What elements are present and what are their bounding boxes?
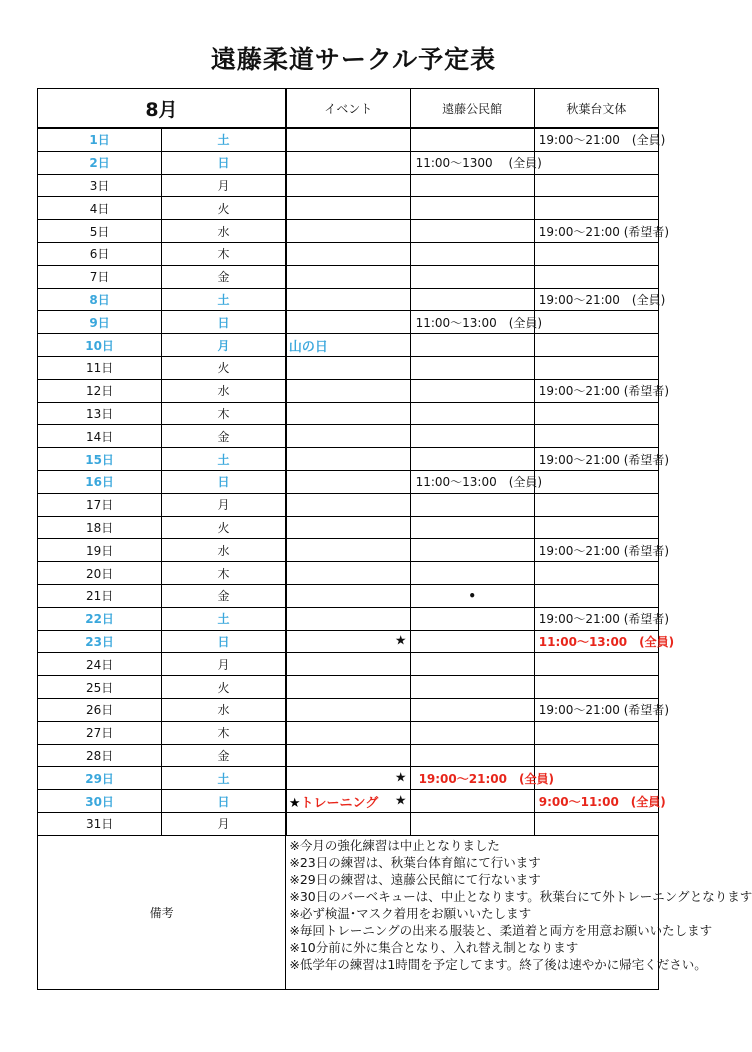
akiba-cell [534,288,666,311]
date-cell: 5日 [38,220,162,243]
date-cell: 25日 [38,676,162,699]
kominkan-cell [410,653,534,676]
akiba-cell [534,562,658,585]
kominkan-cell [410,242,534,265]
kominkan-cell [410,516,534,539]
day-row [38,334,659,357]
kominkan-cell [410,562,534,585]
weekday-cell: 木 [162,721,286,744]
akiba-cell [534,790,666,813]
day-row [38,607,659,630]
star-icon: ★ [288,795,301,811]
akiba-cell [534,425,658,448]
event-cell [286,767,410,790]
day-row [38,676,659,699]
weekday-cell: 金 [162,744,286,767]
kominkan-cell [410,402,534,425]
date-cell: 6日 [38,242,162,265]
date-cell: 30日 [38,790,162,813]
event-cell [286,379,410,402]
weekday-cell: 日 [162,151,286,174]
date-cell: 26日 [38,698,162,721]
weekday-cell: 木 [162,242,286,265]
event-cell [286,630,410,653]
day-row [38,630,659,653]
day-row [38,584,659,607]
weekday-cell: 火 [162,197,286,220]
date-cell: 8日 [38,288,162,311]
akiba-cell [534,265,658,288]
weekday-cell: 金 [162,425,286,448]
kominkan-cell [410,493,534,516]
weekday-cell: 土 [162,128,286,151]
akiba-cell [534,584,658,607]
akiba-cell [534,607,670,630]
akiba-cell [534,334,658,357]
event-cell [286,220,410,243]
akiba-cell [534,676,658,699]
day-row [38,790,659,813]
kominkan-cell [410,197,534,220]
kominkan-time: 11:00～13:00 (全員) [415,315,543,330]
day-row [38,425,659,448]
day-row [38,128,659,151]
date-cell: 1日 [38,128,162,151]
date-cell: 18日 [38,516,162,539]
event-cell [286,562,410,585]
event-cell [286,653,410,676]
date-cell: 3日 [38,174,162,197]
day-row [38,539,659,562]
akiba-time: 19:00～21:00 (全員) [538,133,666,148]
weekday-cell: 日 [162,311,286,334]
kominkan-cell [410,265,534,288]
akiba-cell [534,812,658,835]
day-row [38,197,659,220]
akiba-cell [534,151,658,174]
akiba-cell [534,539,670,562]
event-label: 山の日 [288,339,328,355]
event-cell [286,242,410,265]
date-cell: 31日 [38,812,162,835]
star-icon: ★ [394,633,407,649]
kominkan-cell [410,151,542,174]
akiba-cell [534,356,658,379]
akiba-time: 19:00～21:00 (希望者) [538,612,670,627]
kominkan-cell [410,470,543,493]
event-cell [286,425,410,448]
kominkan-cell [410,379,534,402]
day-row [38,356,659,379]
weekday-cell: 金 [162,265,286,288]
note-line: ※23日の練習は、秋葉台体育館にて行います [289,854,541,870]
event-cell [286,174,410,197]
day-row [38,311,659,334]
date-cell: 10日 [38,334,162,357]
event-cell [286,584,410,607]
kominkan-cell [410,288,534,311]
weekday-cell: 月 [162,653,286,676]
akiba-cell [534,379,670,402]
date-cell: 11日 [38,356,162,379]
kominkan-cell [410,790,534,813]
notes-body [286,835,752,989]
day-row [38,379,659,402]
note-line: ※29日の練習は、遠藤公民館にて行ないます [289,871,541,887]
akiba-time: 9:00～11:00 (全員) [538,794,666,809]
table-header-row [38,89,659,129]
akiba-cell [534,630,675,653]
day-row [38,812,659,835]
kominkan-cell [410,584,534,607]
akiba-time: 11:00～13:00 (全員) [538,634,675,649]
kominkan-cell [410,448,534,471]
event-cell [286,470,410,493]
event-cell [286,676,410,699]
kominkan-cell [410,676,534,699]
weekday-cell: 水 [162,220,286,243]
note-line: ※30日のバーベキューは、中止となります。秋葉台にて外トレーニングとなります [289,888,752,904]
day-row [38,288,659,311]
akiba-cell [534,470,658,493]
weekday-cell: 月 [162,812,286,835]
event-cell [286,265,410,288]
day-row [38,767,659,790]
akiba-time: 19:00～21:00 (希望者) [538,384,670,399]
day-row [38,493,659,516]
date-cell: 7日 [38,265,162,288]
kominkan-cell [410,812,534,835]
event-cell [286,288,410,311]
kominkan-time: 19:00～21:00 (全員) [418,771,554,786]
notes-row [38,835,659,989]
weekday-cell: 水 [162,698,286,721]
month-header: 8月 [38,89,286,129]
kominkan-cell [410,630,534,653]
star-icon: ★ [394,793,407,809]
weekday-cell: 木 [162,402,286,425]
weekday-cell: 月 [162,174,286,197]
akiba-cell [534,448,670,471]
kominkan-cell [410,767,554,790]
event-cell [286,356,410,379]
weekday-cell: 火 [162,516,286,539]
date-cell: 15日 [38,448,162,471]
date-cell: 27日 [38,721,162,744]
akiba-cell [534,493,658,516]
akiba-cell [534,744,658,767]
weekday-cell: 月 [162,493,286,516]
kominkan-cell [410,356,534,379]
note-line: ※10分前に外に集合となり、入れ替え制となります [289,939,579,955]
date-cell: 13日 [38,402,162,425]
day-row [38,516,659,539]
akiba-cell [534,220,670,243]
akiba-time: 19:00～21:00 (希望者) [538,543,670,558]
weekday-cell: 金 [162,584,286,607]
event-cell [286,402,410,425]
kominkan-column-header: 遠藤公民館 [410,89,534,129]
day-row [38,653,659,676]
akiba-cell [534,402,658,425]
weekday-cell: 日 [162,470,286,493]
day-row [38,220,659,243]
akiba-time: 19:00～21:00 (希望者) [538,224,670,239]
akiba-cell [534,698,670,721]
kominkan-cell [410,334,534,357]
day-row [38,721,659,744]
date-cell: 4日 [38,197,162,220]
day-row [38,562,659,585]
day-row [38,265,659,288]
event-label: トレーニング [300,795,379,811]
akiba-cell [534,721,658,744]
kominkan-cell [410,698,534,721]
date-cell: 2日 [38,151,162,174]
kominkan-cell [410,607,534,630]
event-cell [286,311,410,334]
weekday-cell: 土 [162,607,286,630]
event-cell [286,151,410,174]
page-title: 遠藤柔道サークル予定表 [210,45,497,74]
weekday-cell: 土 [162,448,286,471]
akiba-time: 19:00～21:00 (希望者) [538,703,670,718]
date-cell: 28日 [38,744,162,767]
day-row [38,402,659,425]
day-row [38,448,659,471]
event-cell [286,812,410,835]
akiba-time: 19:00～21:00 (全員) [538,292,666,307]
day-row [38,744,659,767]
date-cell: 16日 [38,470,162,493]
weekday-cell: 水 [162,539,286,562]
note-line: ※低学年の練習は1時間を予定してます。終了後は速やかに帰宅ください。 [289,956,707,972]
akiba-cell [534,197,658,220]
akiba-cell [534,242,658,265]
date-cell: 19日 [38,539,162,562]
kominkan-cell [410,744,534,767]
akiba-cell [534,516,658,539]
kominkan-cell [410,128,534,151]
weekday-cell: 水 [162,379,286,402]
date-cell: 14日 [38,425,162,448]
akiba-cell [534,128,666,151]
akiba-cell [534,174,658,197]
schedule-table [37,88,752,990]
weekday-cell: 土 [162,288,286,311]
date-cell: 23日 [38,630,162,653]
kominkan-time: 11:00～1300 (全員) [415,156,542,171]
akiba-cell [534,767,658,790]
kominkan-time: 11:00～13:00 (全員) [415,475,543,490]
note-line: ※毎回トレーニングの出来る服装と、柔道着と両方を用意お願いいたします [289,922,713,938]
event-column-header: イベント [286,89,410,129]
date-cell: 24日 [38,653,162,676]
day-row [38,242,659,265]
weekday-cell: 火 [162,356,286,379]
note-line: ※必ず検温･マスク着用をお願いいたします [289,905,532,921]
event-cell [286,128,410,151]
kominkan-cell [410,539,534,562]
date-cell: 29日 [38,767,162,790]
date-cell: 20日 [38,562,162,585]
event-cell [286,334,410,357]
kominkan-cell [410,721,534,744]
weekday-cell: 火 [162,676,286,699]
date-cell: 17日 [38,493,162,516]
weekday-cell: 日 [162,630,286,653]
event-cell [286,698,410,721]
akiba-cell [534,311,658,334]
event-cell [286,607,410,630]
day-row [38,174,659,197]
kominkan-cell [410,425,534,448]
date-cell: 9日 [38,311,162,334]
dot-mark: • [468,588,476,603]
weekday-cell: 月 [162,334,286,357]
date-cell: 12日 [38,379,162,402]
event-cell [286,744,410,767]
event-cell [286,493,410,516]
weekday-cell: 土 [162,767,286,790]
event-cell [286,790,410,813]
star-icon: ★ [394,770,407,786]
event-cell [286,448,410,471]
weekday-cell: 木 [162,562,286,585]
event-cell [286,721,410,744]
day-rows [38,128,675,835]
event-cell [286,197,410,220]
note-line: ※今月の強化練習は中止となりました [289,837,500,853]
event-cell [286,539,410,562]
akiba-time: 19:00～21:00 (希望者) [538,452,670,467]
kominkan-cell [410,311,543,334]
kominkan-cell [410,220,534,243]
day-row [38,470,659,493]
notes-label: 備考 [38,835,286,989]
weekday-cell: 日 [162,790,286,813]
akiba-column-header: 秋葉台文体 [534,89,658,129]
day-row [38,151,659,174]
day-row [38,698,659,721]
event-cell [286,516,410,539]
kominkan-cell [410,174,534,197]
date-cell: 22日 [38,607,162,630]
date-cell: 21日 [38,584,162,607]
akiba-cell [534,653,658,676]
